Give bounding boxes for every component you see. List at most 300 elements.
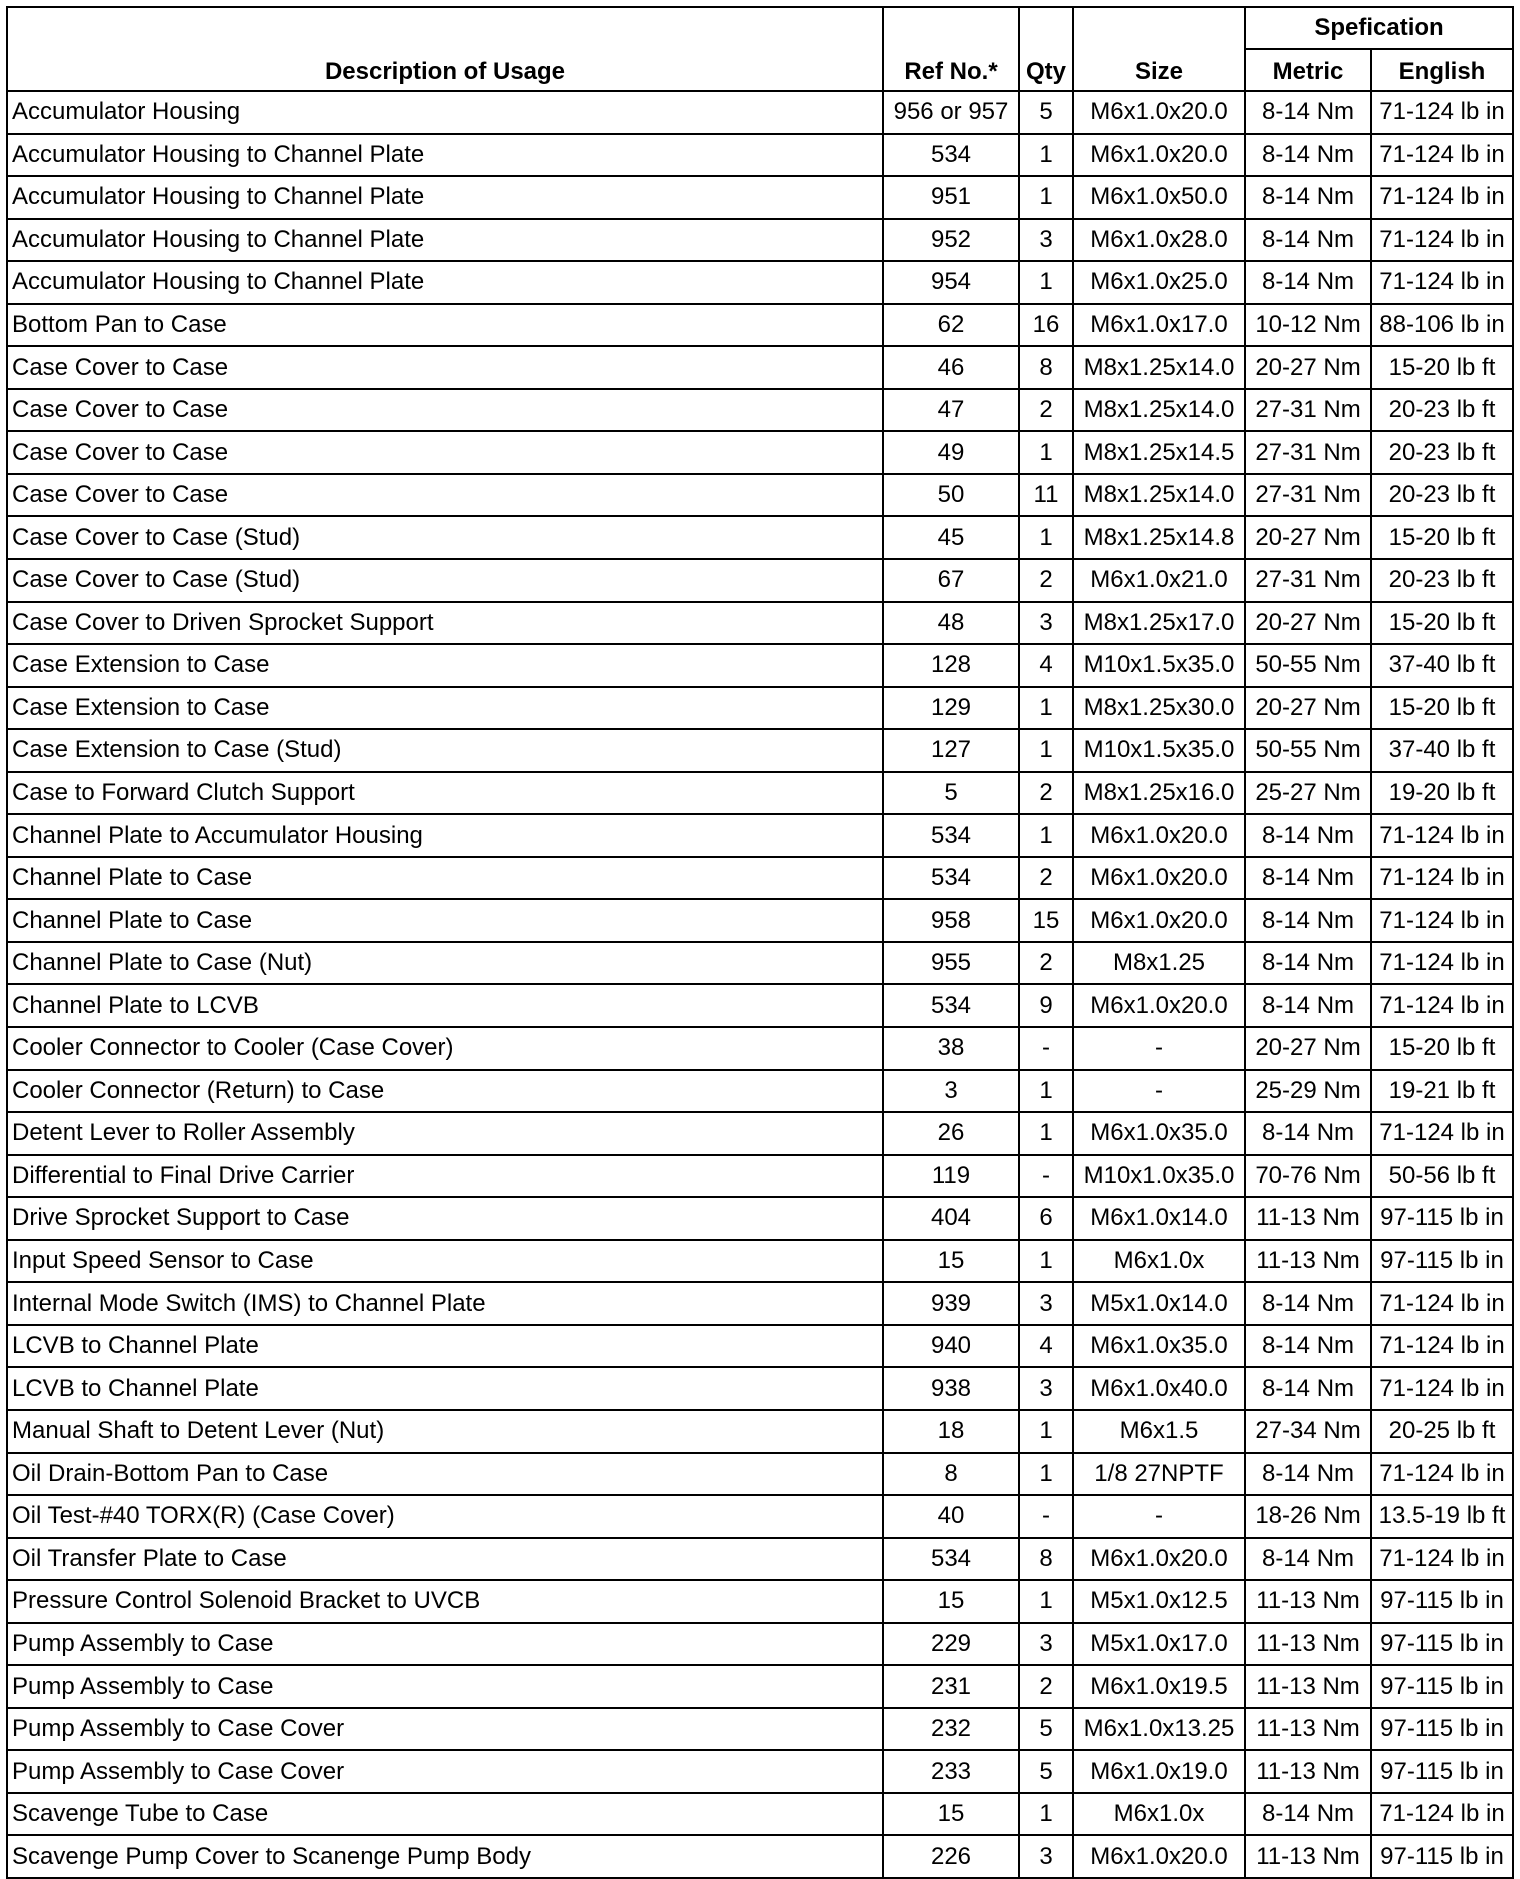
cell-size: M8x1.25x14.0 bbox=[1073, 346, 1245, 389]
cell-qty: 1 bbox=[1019, 1410, 1073, 1453]
cell-size: 1/8 27NPTF bbox=[1073, 1453, 1245, 1496]
cell-qty: 2 bbox=[1019, 389, 1073, 432]
header-qty: Qty bbox=[1019, 7, 1073, 91]
cell-english: 19-21 lb ft bbox=[1371, 1070, 1513, 1113]
table-row bbox=[7, 134, 1513, 177]
cell-ref-no: 127 bbox=[883, 729, 1019, 772]
cell-description: Case Cover to Case (Stud) bbox=[7, 516, 883, 559]
cell-qty: 8 bbox=[1019, 1538, 1073, 1581]
cell-size: M6x1.5 bbox=[1073, 1410, 1245, 1453]
cell-qty: 8 bbox=[1019, 346, 1073, 389]
table-row bbox=[7, 1495, 1513, 1538]
cell-description: Pump Assembly to Case Cover bbox=[7, 1750, 883, 1793]
cell-description: Pump Assembly to Case bbox=[7, 1623, 883, 1666]
cell-qty: 1 bbox=[1019, 729, 1073, 772]
table-row bbox=[7, 1410, 1513, 1453]
cell-qty: 5 bbox=[1019, 1750, 1073, 1793]
cell-metric: 8-14 Nm bbox=[1245, 1282, 1371, 1325]
cell-description: LCVB to Channel Plate bbox=[7, 1325, 883, 1368]
cell-size: M6x1.0x20.0 bbox=[1073, 1538, 1245, 1581]
cell-english: 97-115 lb in bbox=[1371, 1835, 1513, 1878]
cell-size: M8x1.25x30.0 bbox=[1073, 687, 1245, 730]
cell-ref-no: 404 bbox=[883, 1197, 1019, 1240]
cell-qty: 2 bbox=[1019, 942, 1073, 985]
cell-metric: 20-27 Nm bbox=[1245, 687, 1371, 730]
cell-english: 37-40 lb ft bbox=[1371, 644, 1513, 687]
cell-size: M8x1.25x16.0 bbox=[1073, 772, 1245, 815]
cell-size: M5x1.0x14.0 bbox=[1073, 1282, 1245, 1325]
cell-english: 97-115 lb in bbox=[1371, 1708, 1513, 1751]
table-row bbox=[7, 1155, 1513, 1198]
cell-english: 71-124 lb in bbox=[1371, 261, 1513, 304]
cell-metric: 8-14 Nm bbox=[1245, 1453, 1371, 1496]
cell-ref-no: 954 bbox=[883, 261, 1019, 304]
cell-qty: 11 bbox=[1019, 474, 1073, 517]
cell-qty: 1 bbox=[1019, 814, 1073, 857]
cell-description: Case to Forward Clutch Support bbox=[7, 772, 883, 815]
cell-ref-no: 38 bbox=[883, 1027, 1019, 1070]
table-row bbox=[7, 1538, 1513, 1581]
cell-ref-no: 534 bbox=[883, 134, 1019, 177]
cell-ref-no: 956 or 957 bbox=[883, 91, 1019, 134]
table-row bbox=[7, 1580, 1513, 1623]
header-row-1 bbox=[7, 7, 1513, 49]
table-row bbox=[7, 559, 1513, 602]
cell-description: Input Speed Sensor to Case bbox=[7, 1240, 883, 1283]
cell-metric: 8-14 Nm bbox=[1245, 1793, 1371, 1836]
cell-metric: 27-31 Nm bbox=[1245, 431, 1371, 474]
table-row bbox=[7, 602, 1513, 645]
cell-metric: 20-27 Nm bbox=[1245, 516, 1371, 559]
cell-description: Accumulator Housing to Channel Plate bbox=[7, 176, 883, 219]
cell-size: M6x1.0x28.0 bbox=[1073, 219, 1245, 262]
cell-ref-no: 128 bbox=[883, 644, 1019, 687]
cell-qty: 5 bbox=[1019, 1708, 1073, 1751]
cell-english: 71-124 lb in bbox=[1371, 219, 1513, 262]
table-row bbox=[7, 857, 1513, 900]
cell-ref-no: 62 bbox=[883, 304, 1019, 347]
cell-description: Case Cover to Case (Stud) bbox=[7, 559, 883, 602]
table-row bbox=[7, 516, 1513, 559]
cell-metric: 11-13 Nm bbox=[1245, 1240, 1371, 1283]
cell-qty: 1 bbox=[1019, 1580, 1073, 1623]
table-body bbox=[7, 91, 1513, 1878]
cell-description: Case Cover to Driven Sprocket Support bbox=[7, 602, 883, 645]
cell-metric: 11-13 Nm bbox=[1245, 1197, 1371, 1240]
cell-ref-no: 50 bbox=[883, 474, 1019, 517]
cell-metric: 8-14 Nm bbox=[1245, 899, 1371, 942]
table-row bbox=[7, 687, 1513, 730]
cell-description: Accumulator Housing bbox=[7, 91, 883, 134]
cell-metric: 18-26 Nm bbox=[1245, 1495, 1371, 1538]
table-row bbox=[7, 942, 1513, 985]
cell-metric: 8-14 Nm bbox=[1245, 261, 1371, 304]
table-row bbox=[7, 814, 1513, 857]
table-row bbox=[7, 1623, 1513, 1666]
cell-ref-no: 15 bbox=[883, 1580, 1019, 1623]
cell-description: Accumulator Housing to Channel Plate bbox=[7, 261, 883, 304]
cell-english: 71-124 lb in bbox=[1371, 857, 1513, 900]
cell-english: 20-23 lb ft bbox=[1371, 431, 1513, 474]
cell-metric: 8-14 Nm bbox=[1245, 984, 1371, 1027]
cell-english: 20-23 lb ft bbox=[1371, 559, 1513, 602]
cell-english: 71-124 lb in bbox=[1371, 1282, 1513, 1325]
cell-qty: 1 bbox=[1019, 1112, 1073, 1155]
cell-size: M6x1.0x20.0 bbox=[1073, 91, 1245, 134]
cell-qty: 1 bbox=[1019, 431, 1073, 474]
cell-english: 88-106 lb in bbox=[1371, 304, 1513, 347]
cell-metric: 11-13 Nm bbox=[1245, 1750, 1371, 1793]
cell-metric: 20-27 Nm bbox=[1245, 346, 1371, 389]
table-row bbox=[7, 899, 1513, 942]
header-specification: Spefication bbox=[1245, 7, 1513, 49]
cell-english: 71-124 lb in bbox=[1371, 1325, 1513, 1368]
cell-qty: 1 bbox=[1019, 176, 1073, 219]
cell-ref-no: 26 bbox=[883, 1112, 1019, 1155]
cell-metric: 20-27 Nm bbox=[1245, 602, 1371, 645]
cell-size: M6x1.0x21.0 bbox=[1073, 559, 1245, 602]
cell-size: - bbox=[1073, 1495, 1245, 1538]
cell-description: Drive Sprocket Support to Case bbox=[7, 1197, 883, 1240]
cell-size: M6x1.0x25.0 bbox=[1073, 261, 1245, 304]
cell-metric: 8-14 Nm bbox=[1245, 1367, 1371, 1410]
table-row bbox=[7, 176, 1513, 219]
cell-metric: 50-55 Nm bbox=[1245, 729, 1371, 772]
table-row bbox=[7, 1112, 1513, 1155]
cell-size: M6x1.0x20.0 bbox=[1073, 1835, 1245, 1878]
table-row bbox=[7, 261, 1513, 304]
cell-metric: 70-76 Nm bbox=[1245, 1155, 1371, 1198]
cell-english: 71-124 lb in bbox=[1371, 1453, 1513, 1496]
table-row bbox=[7, 1240, 1513, 1283]
table-row bbox=[7, 219, 1513, 262]
cell-description: Channel Plate to Case bbox=[7, 857, 883, 900]
cell-ref-no: 129 bbox=[883, 687, 1019, 730]
cell-ref-no: 229 bbox=[883, 1623, 1019, 1666]
cell-ref-no: 5 bbox=[883, 772, 1019, 815]
cell-metric: 11-13 Nm bbox=[1245, 1835, 1371, 1878]
table-row bbox=[7, 304, 1513, 347]
cell-english: 71-124 lb in bbox=[1371, 814, 1513, 857]
cell-ref-no: 534 bbox=[883, 1538, 1019, 1581]
cell-ref-no: 40 bbox=[883, 1495, 1019, 1538]
cell-description: Case Extension to Case (Stud) bbox=[7, 729, 883, 772]
table-row bbox=[7, 1282, 1513, 1325]
cell-metric: 11-13 Nm bbox=[1245, 1665, 1371, 1708]
cell-english: 97-115 lb in bbox=[1371, 1665, 1513, 1708]
cell-qty: 1 bbox=[1019, 261, 1073, 304]
cell-ref-no: 938 bbox=[883, 1367, 1019, 1410]
cell-english: 71-124 lb in bbox=[1371, 1367, 1513, 1410]
cell-qty: 3 bbox=[1019, 602, 1073, 645]
cell-description: Manual Shaft to Detent Lever (Nut) bbox=[7, 1410, 883, 1453]
cell-qty: 5 bbox=[1019, 91, 1073, 134]
cell-size: M8x1.25x14.0 bbox=[1073, 474, 1245, 517]
cell-ref-no: 226 bbox=[883, 1835, 1019, 1878]
cell-size: M5x1.0x12.5 bbox=[1073, 1580, 1245, 1623]
cell-ref-no: 45 bbox=[883, 516, 1019, 559]
table-row bbox=[7, 1325, 1513, 1368]
cell-qty: 1 bbox=[1019, 1070, 1073, 1113]
cell-english: 13.5-19 lb ft bbox=[1371, 1495, 1513, 1538]
cell-metric: 8-14 Nm bbox=[1245, 91, 1371, 134]
cell-description: Cooler Connector to Cooler (Case Cover) bbox=[7, 1027, 883, 1070]
cell-english: 71-124 lb in bbox=[1371, 91, 1513, 134]
cell-description: Pressure Control Solenoid Bracket to UVCB bbox=[7, 1580, 883, 1623]
cell-english: 37-40 lb ft bbox=[1371, 729, 1513, 772]
cell-description: Detent Lever to Roller Assembly bbox=[7, 1112, 883, 1155]
table-row bbox=[7, 1750, 1513, 1793]
cell-description: Case Cover to Case bbox=[7, 431, 883, 474]
cell-english: 71-124 lb in bbox=[1371, 899, 1513, 942]
cell-english: 71-124 lb in bbox=[1371, 1793, 1513, 1836]
cell-description: Channel Plate to Accumulator Housing bbox=[7, 814, 883, 857]
table-row bbox=[7, 1197, 1513, 1240]
cell-ref-no: 951 bbox=[883, 176, 1019, 219]
cell-english: 97-115 lb in bbox=[1371, 1623, 1513, 1666]
cell-metric: 8-14 Nm bbox=[1245, 857, 1371, 900]
header-metric: Metric bbox=[1245, 49, 1371, 91]
table-header bbox=[7, 7, 1513, 91]
cell-qty: 1 bbox=[1019, 687, 1073, 730]
cell-ref-no: 47 bbox=[883, 389, 1019, 432]
cell-ref-no: 955 bbox=[883, 942, 1019, 985]
cell-qty: 3 bbox=[1019, 1282, 1073, 1325]
cell-ref-no: 46 bbox=[883, 346, 1019, 389]
cell-metric: 8-14 Nm bbox=[1245, 219, 1371, 262]
cell-size: M10x1.0x35.0 bbox=[1073, 1155, 1245, 1198]
table-row bbox=[7, 1367, 1513, 1410]
cell-qty: - bbox=[1019, 1027, 1073, 1070]
cell-qty: 4 bbox=[1019, 1325, 1073, 1368]
table-row bbox=[7, 1070, 1513, 1113]
cell-qty: 2 bbox=[1019, 857, 1073, 900]
cell-metric: 25-29 Nm bbox=[1245, 1070, 1371, 1113]
cell-size: M6x1.0x17.0 bbox=[1073, 304, 1245, 347]
cell-metric: 27-31 Nm bbox=[1245, 559, 1371, 602]
table-row bbox=[7, 984, 1513, 1027]
cell-ref-no: 952 bbox=[883, 219, 1019, 262]
header-description: Description of Usage bbox=[7, 7, 883, 91]
cell-qty: 3 bbox=[1019, 1835, 1073, 1878]
cell-ref-no: 534 bbox=[883, 857, 1019, 900]
cell-english: 97-115 lb in bbox=[1371, 1240, 1513, 1283]
cell-english: 15-20 lb ft bbox=[1371, 516, 1513, 559]
cell-metric: 27-31 Nm bbox=[1245, 389, 1371, 432]
cell-english: 97-115 lb in bbox=[1371, 1750, 1513, 1793]
cell-size: - bbox=[1073, 1070, 1245, 1113]
cell-qty: 6 bbox=[1019, 1197, 1073, 1240]
cell-size: M6x1.0x13.25 bbox=[1073, 1708, 1245, 1751]
cell-qty: 3 bbox=[1019, 219, 1073, 262]
cell-metric: 11-13 Nm bbox=[1245, 1580, 1371, 1623]
cell-description: Cooler Connector (Return) to Case bbox=[7, 1070, 883, 1113]
cell-ref-no: 940 bbox=[883, 1325, 1019, 1368]
cell-qty: 1 bbox=[1019, 1453, 1073, 1496]
header-size: Size bbox=[1073, 7, 1245, 91]
cell-size: M6x1.0x19.5 bbox=[1073, 1665, 1245, 1708]
cell-ref-no: 49 bbox=[883, 431, 1019, 474]
header-ref-no: Ref No.* bbox=[883, 7, 1019, 91]
cell-description: Differential to Final Drive Carrier bbox=[7, 1155, 883, 1198]
table-row bbox=[7, 1027, 1513, 1070]
fastener-spec-table bbox=[6, 6, 1514, 1879]
cell-ref-no: 67 bbox=[883, 559, 1019, 602]
cell-description: Bottom Pan to Case bbox=[7, 304, 883, 347]
cell-metric: 8-14 Nm bbox=[1245, 134, 1371, 177]
cell-metric: 8-14 Nm bbox=[1245, 176, 1371, 219]
cell-size: M6x1.0x50.0 bbox=[1073, 176, 1245, 219]
cell-size: M6x1.0x20.0 bbox=[1073, 814, 1245, 857]
cell-size: M6x1.0x20.0 bbox=[1073, 857, 1245, 900]
cell-description: Case Extension to Case bbox=[7, 644, 883, 687]
cell-description: LCVB to Channel Plate bbox=[7, 1367, 883, 1410]
table-row bbox=[7, 1835, 1513, 1878]
cell-description: Case Cover to Case bbox=[7, 474, 883, 517]
cell-qty: 1 bbox=[1019, 1793, 1073, 1836]
cell-english: 15-20 lb ft bbox=[1371, 687, 1513, 730]
cell-metric: 8-14 Nm bbox=[1245, 1112, 1371, 1155]
table-row bbox=[7, 1453, 1513, 1496]
cell-english: 20-23 lb ft bbox=[1371, 474, 1513, 517]
cell-qty: - bbox=[1019, 1495, 1073, 1538]
cell-size: M10x1.5x35.0 bbox=[1073, 729, 1245, 772]
cell-description: Channel Plate to Case bbox=[7, 899, 883, 942]
cell-description: Case Extension to Case bbox=[7, 687, 883, 730]
cell-ref-no: 958 bbox=[883, 899, 1019, 942]
cell-qty: 4 bbox=[1019, 644, 1073, 687]
cell-qty: 1 bbox=[1019, 516, 1073, 559]
cell-ref-no: 232 bbox=[883, 1708, 1019, 1751]
cell-size: M8x1.25x14.8 bbox=[1073, 516, 1245, 559]
cell-english: 97-115 lb in bbox=[1371, 1580, 1513, 1623]
cell-description: Pump Assembly to Case bbox=[7, 1665, 883, 1708]
cell-english: 15-20 lb ft bbox=[1371, 1027, 1513, 1070]
table-row bbox=[7, 772, 1513, 815]
cell-english: 71-124 lb in bbox=[1371, 176, 1513, 219]
cell-metric: 8-14 Nm bbox=[1245, 1538, 1371, 1581]
header-english: English bbox=[1371, 49, 1513, 91]
cell-metric: 8-14 Nm bbox=[1245, 1325, 1371, 1368]
cell-size: M10x1.5x35.0 bbox=[1073, 644, 1245, 687]
cell-qty: 9 bbox=[1019, 984, 1073, 1027]
cell-size: M8x1.25x14.0 bbox=[1073, 389, 1245, 432]
cell-ref-no: 939 bbox=[883, 1282, 1019, 1325]
cell-description: Internal Mode Switch (IMS) to Channel Plate bbox=[7, 1282, 883, 1325]
table-row bbox=[7, 474, 1513, 517]
cell-english: 20-25 lb ft bbox=[1371, 1410, 1513, 1453]
cell-size: M8x1.25x17.0 bbox=[1073, 602, 1245, 645]
cell-qty: 3 bbox=[1019, 1367, 1073, 1410]
table-row bbox=[7, 644, 1513, 687]
cell-qty: - bbox=[1019, 1155, 1073, 1198]
cell-size: M6x1.0x20.0 bbox=[1073, 134, 1245, 177]
cell-size: M6x1.0x35.0 bbox=[1073, 1325, 1245, 1368]
cell-qty: 2 bbox=[1019, 559, 1073, 602]
table-row bbox=[7, 729, 1513, 772]
cell-ref-no: 119 bbox=[883, 1155, 1019, 1198]
cell-ref-no: 3 bbox=[883, 1070, 1019, 1113]
cell-ref-no: 15 bbox=[883, 1793, 1019, 1836]
cell-metric: 27-34 Nm bbox=[1245, 1410, 1371, 1453]
cell-metric: 27-31 Nm bbox=[1245, 474, 1371, 517]
table-row bbox=[7, 346, 1513, 389]
cell-size: M6x1.0x bbox=[1073, 1240, 1245, 1283]
cell-description: Scavenge Pump Cover to Scanenge Pump Body bbox=[7, 1835, 883, 1878]
cell-english: 71-124 lb in bbox=[1371, 1112, 1513, 1155]
cell-english: 15-20 lb ft bbox=[1371, 602, 1513, 645]
cell-english: 97-115 lb in bbox=[1371, 1197, 1513, 1240]
cell-metric: 8-14 Nm bbox=[1245, 942, 1371, 985]
table-row bbox=[7, 1793, 1513, 1836]
table-row bbox=[7, 1665, 1513, 1708]
cell-metric: 10-12 Nm bbox=[1245, 304, 1371, 347]
cell-ref-no: 231 bbox=[883, 1665, 1019, 1708]
cell-size: - bbox=[1073, 1027, 1245, 1070]
cell-qty: 2 bbox=[1019, 772, 1073, 815]
cell-english: 15-20 lb ft bbox=[1371, 346, 1513, 389]
cell-size: M6x1.0x40.0 bbox=[1073, 1367, 1245, 1410]
cell-english: 71-124 lb in bbox=[1371, 984, 1513, 1027]
cell-size: M6x1.0x bbox=[1073, 1793, 1245, 1836]
cell-description: Oil Test-#40 TORX(R) (Case Cover) bbox=[7, 1495, 883, 1538]
cell-size: M6x1.0x20.0 bbox=[1073, 899, 1245, 942]
cell-size: M6x1.0x14.0 bbox=[1073, 1197, 1245, 1240]
cell-metric: 20-27 Nm bbox=[1245, 1027, 1371, 1070]
cell-size: M6x1.0x20.0 bbox=[1073, 984, 1245, 1027]
cell-ref-no: 18 bbox=[883, 1410, 1019, 1453]
cell-ref-no: 233 bbox=[883, 1750, 1019, 1793]
cell-metric: 25-27 Nm bbox=[1245, 772, 1371, 815]
cell-description: Channel Plate to LCVB bbox=[7, 984, 883, 1027]
cell-english: 50-56 lb ft bbox=[1371, 1155, 1513, 1198]
cell-size: M6x1.0x35.0 bbox=[1073, 1112, 1245, 1155]
cell-ref-no: 48 bbox=[883, 602, 1019, 645]
cell-metric: 8-14 Nm bbox=[1245, 814, 1371, 857]
cell-size: M8x1.25 bbox=[1073, 942, 1245, 985]
cell-english: 20-23 lb ft bbox=[1371, 389, 1513, 432]
table-row bbox=[7, 91, 1513, 134]
cell-ref-no: 534 bbox=[883, 984, 1019, 1027]
cell-size: M5x1.0x17.0 bbox=[1073, 1623, 1245, 1666]
cell-description: Channel Plate to Case (Nut) bbox=[7, 942, 883, 985]
cell-english: 71-124 lb in bbox=[1371, 1538, 1513, 1581]
table-row bbox=[7, 1708, 1513, 1751]
cell-english: 71-124 lb in bbox=[1371, 134, 1513, 177]
table-row bbox=[7, 431, 1513, 474]
table-row bbox=[7, 389, 1513, 432]
cell-description: Case Cover to Case bbox=[7, 346, 883, 389]
cell-description: Case Cover to Case bbox=[7, 389, 883, 432]
cell-english: 71-124 lb in bbox=[1371, 942, 1513, 985]
cell-size: M6x1.0x19.0 bbox=[1073, 1750, 1245, 1793]
cell-description: Accumulator Housing to Channel Plate bbox=[7, 134, 883, 177]
cell-english: 19-20 lb ft bbox=[1371, 772, 1513, 815]
cell-description: Pump Assembly to Case Cover bbox=[7, 1708, 883, 1751]
cell-description: Oil Transfer Plate to Case bbox=[7, 1538, 883, 1581]
cell-qty: 2 bbox=[1019, 1665, 1073, 1708]
cell-description: Oil Drain-Bottom Pan to Case bbox=[7, 1453, 883, 1496]
cell-ref-no: 8 bbox=[883, 1453, 1019, 1496]
cell-qty: 1 bbox=[1019, 134, 1073, 177]
cell-qty: 15 bbox=[1019, 899, 1073, 942]
cell-qty: 1 bbox=[1019, 1240, 1073, 1283]
cell-metric: 11-13 Nm bbox=[1245, 1708, 1371, 1751]
cell-qty: 16 bbox=[1019, 304, 1073, 347]
cell-metric: 50-55 Nm bbox=[1245, 644, 1371, 687]
cell-qty: 3 bbox=[1019, 1623, 1073, 1666]
cell-metric: 11-13 Nm bbox=[1245, 1623, 1371, 1666]
